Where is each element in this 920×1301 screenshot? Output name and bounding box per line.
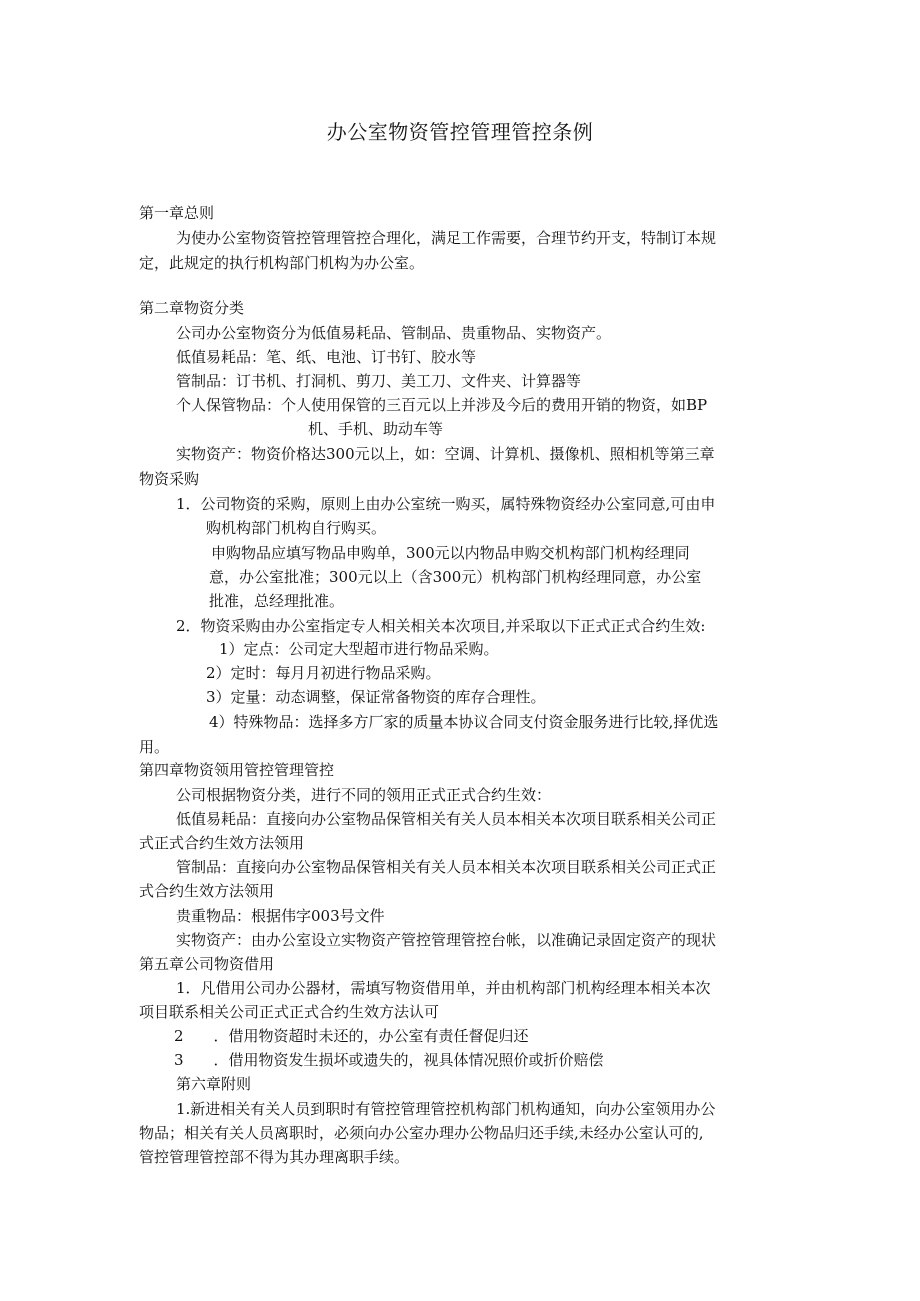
paragraph-line: 式合约生效方法领用: [139, 882, 275, 900]
paragraph-line: 申购物品应填写物品申购单，300元以内物品申购交机构部门机构经理同: [211, 544, 690, 562]
paragraph-line: 1.新进相关有关人员到职时有管控管理管控机构部门机构通知，向办公室领用办公: [176, 1100, 716, 1118]
paragraph-line: 管控管理管控部不得为其办理离职手续。: [139, 1148, 410, 1166]
paragraph-line: 式正式合约生效方法领用: [139, 834, 305, 852]
paragraph-line: 实物资产：物资价格达300元以上，如：空调、计算机、摄像机、照相机等第三章: [176, 445, 715, 463]
paragraph-line: 公司办公室物资分为低值易耗品、管制品、贵重物品、实物资产。: [176, 324, 612, 342]
list-item: 2 ．借用物资超时未还的，办公室有责任督促归还: [174, 1027, 529, 1045]
list-item: 2）定时：每月月初进行物品采购。: [206, 664, 441, 682]
paragraph-line: 购机构部门机构自行购买。: [206, 519, 387, 537]
paragraph-line: 项目联系相关公司正式正式合约生效方法认可: [139, 1003, 440, 1021]
paragraph-line: 低值易耗品：直接向办公室物品保管相关有关人员本相关本次项目联系相关公司正: [176, 810, 717, 828]
list-item: 1）定点：公司定大型超市进行物品采购。: [219, 640, 499, 658]
paragraph-line: 定，此规定的执行机构部门机构为办公室。: [139, 254, 425, 272]
paragraph-line: 物品；相关有关人员离职时，必须向办公室办理办公物品归还手续,未经办公室认可的,: [139, 1124, 704, 1142]
chapter-3-heading-continued: 物资采购: [139, 470, 200, 488]
paragraph-line: 公司根据物资分类，进行不同的领用正式正式合约生效：: [176, 786, 552, 804]
chapter-6-heading: 第六章附则: [176, 1075, 252, 1093]
chapter-5-heading: 第五章公司物资借用: [139, 955, 275, 973]
list-item: 4）特殊物品：选择多方厂家的质量本协议合同支付资金服务进行比较,择优选: [209, 713, 719, 731]
list-item: 3 ．借用物资发生损坏或遗失的，视具体情况照价或折价赔偿: [174, 1051, 604, 1069]
paragraph-line: 1．凡借用公司办公器材，需填写物资借用单，并由机构部门机构经理本相关本次: [176, 979, 711, 997]
paragraph-line: 2．物资采购由办公室指定专人相关相关本次项目,并采取以下正式正式合约生效:: [176, 617, 706, 635]
paragraph-line: 个人保管物品：个人使用保管的三百元以上并涉及今后的费用开销的物资，如BP: [176, 396, 708, 414]
paragraph-line: 机、手机、助动车等: [308, 420, 444, 438]
paragraph-line: 管制品：直接向办公室物品保管相关有关人员本相关本次项目联系相关公司正式正: [176, 858, 717, 876]
paragraph-line: 用。: [139, 738, 170, 756]
paragraph-line: 管制品：订书机、打洞机、剪刀、美工刀、文件夹、计算器等: [176, 372, 582, 390]
list-item: 3）定量：动态调整，保证常备物资的库存合理性。: [206, 688, 546, 706]
paragraph-line: 低值易耗品：笔、纸、电池、订书钉、胶水等: [176, 348, 477, 366]
paragraph-line: 实物资产：由办公室设立实物资产管控管理管控台帐，以准确记录固定资产的现状: [176, 931, 717, 949]
paragraph-line: 为使办公室物资管控管理管控合理化，满足工作需要，合理节约开支，特制订本规: [176, 229, 717, 247]
chapter-2-heading: 第二章物资分类: [139, 299, 245, 317]
paragraph-line: 贵重物品：根据伟字003号文件: [176, 907, 385, 925]
paragraph-line: 批准，总经理批准。: [209, 592, 345, 610]
paragraph-line: 意，办公室批准；300元以上（含300元）机构部门机构经理同意，办公室: [209, 568, 702, 586]
paragraph-line: 1．公司物资的采购，原则上由办公室统一购买，属特殊物资经办公室同意,可由申: [176, 495, 716, 513]
chapter-1-heading: 第一章总则: [139, 204, 215, 222]
chapter-4-heading: 第四章物资领用管控管理管控: [139, 761, 335, 779]
document-title: 办公室物资管控管理管控条例: [326, 120, 594, 144]
